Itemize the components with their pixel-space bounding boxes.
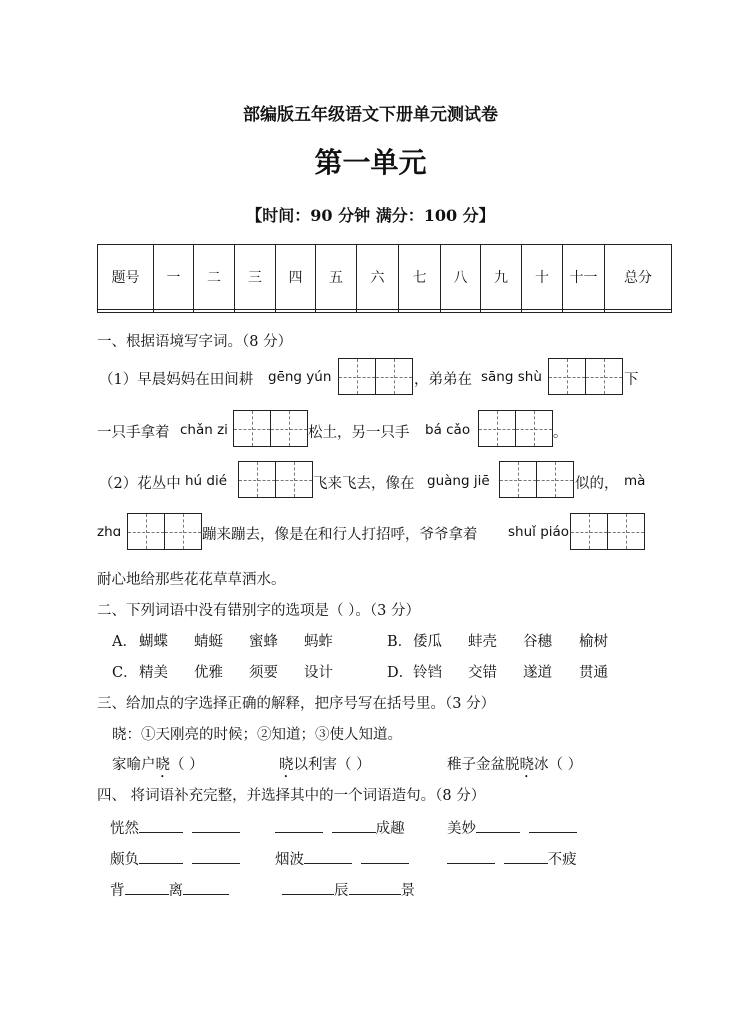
score-header-cell: 八 [441,245,481,310]
score-header-cell: 十 [522,245,563,310]
score-header-cell: 总分 [605,245,672,310]
q3-item-3 [447,753,582,781]
q2-word: 交错 [468,665,497,681]
page-title: 第一单元 [314,146,427,179]
q3-item-1 [112,753,204,781]
pinyin-gengyun: gēng yún [268,369,332,385]
exam-subtitle: 部编版五年级语文下册单元测试卷 [243,105,498,125]
score-header-cell: 六 [357,245,399,310]
score-header-cell: 四 [276,245,316,310]
fill-blank[interactable] [192,818,240,833]
q2-word: 蜜蜂 [249,634,278,650]
score-blank-cell[interactable] [522,309,563,312]
pinyin-ma: mà [624,473,646,489]
q3-item-2-dotted: 晓 [279,757,294,773]
q3-item-1-post: （ ） [170,757,204,773]
q3-item-2-post: 以利害（ ） [293,757,371,773]
q1-line3-text-b: 飞来飞去，像在 [313,476,415,492]
score-header-cell: 五 [316,245,357,310]
fill-blank[interactable] [504,849,548,864]
q2-word: 榆树 [579,634,608,650]
q2-word: 谷穗 [523,634,552,650]
fill-blank[interactable] [332,818,376,833]
q4-row-2b [275,848,409,869]
q1-line3-text-a: （2）花丛中 [99,476,181,492]
q3-item-3-pre: 稚子金盆脱 [447,757,520,773]
fill-blank[interactable] [529,818,577,833]
q2-word: 蚂蚱 [304,634,333,650]
score-blank-cell[interactable] [98,309,154,312]
q2-word: 遂道 [523,665,552,681]
pinyin-shuipiao: shuǐ piáo [508,524,570,540]
char-box-shuipiao[interactable] [570,513,645,550]
q2-word: 精美 [139,665,168,681]
q1-line2-text-c: 。 [553,425,568,441]
score-header-cell: 三 [235,245,276,310]
pinyin-chanzi: chǎn zi [180,422,228,438]
q2-word: 蚌壳 [468,634,497,650]
q2-word: 优雅 [194,665,223,681]
score-blank-cell[interactable] [563,309,605,312]
q4-word: 背 [110,883,125,899]
score-header-cell: 一 [154,245,194,310]
exam-time-score: 【时间：90 分钟 满分：100 分】 [246,206,495,225]
score-blank-cell[interactable] [194,309,235,312]
q1-line2-text-b: 松土，另一只手 [308,425,410,441]
score-header-cell: 九 [481,245,522,310]
q2-word: 蝴蝶 [139,634,168,650]
q4-word: 颇负 [110,852,139,868]
q4-heading: 四、 将词语补充完整，并选择其中的一个词语造句。（8 分） [97,788,486,804]
q4-row-1c [447,817,577,838]
score-header-cell: 二 [194,245,235,310]
char-box-gengyun[interactable] [338,358,413,395]
q4-row-2c [447,848,577,869]
q3-item-1-pre: 家喻户 [112,757,156,773]
q2-word: 倭瓜 [413,634,442,650]
fill-blank[interactable] [275,818,323,833]
fill-blank[interactable] [125,880,169,895]
fill-blank[interactable] [183,880,229,895]
pinyin-bacao: bá cǎo [425,422,471,438]
fill-blank[interactable] [349,880,401,895]
q1-heading: 一、根据语境写字词。（8 分） [97,334,293,350]
fill-blank[interactable] [476,818,520,833]
q4-word: 恍然 [110,821,139,837]
q1-line2-text-a: 一只手拿着 [97,425,170,441]
q4-row-3 [110,879,229,900]
q4-row-1 [110,817,240,838]
score-blank-cell[interactable] [399,309,441,312]
q1-line1-text-b: ，弟弟在 [414,372,472,388]
q4-word: 不疲 [547,852,577,868]
q1-line5-text: 耐心地给那些花花草草洒水。 [97,572,286,588]
q4-row-3b [282,879,415,900]
pinyin-sangshu: sāng shù [481,369,542,385]
q3-item-3-dotted: 晓 [519,757,534,773]
score-blank-cell[interactable] [605,309,672,312]
q3-item-3-post: 冰（ ） [534,757,583,773]
char-box-mazha[interactable] [127,513,202,550]
score-blank-cell[interactable] [276,309,316,312]
q4-word: 成趣 [375,821,405,837]
q1-line4-text: 蹦来蹦去，像是在和行人打招呼，爷爷拿着 [202,527,478,543]
q4-word: 景 [400,883,415,899]
fill-blank[interactable] [361,849,409,864]
pinyin-zha: zhɑ [97,524,122,540]
q4-word: 辰 [334,883,349,899]
fill-blank[interactable] [447,849,495,864]
q2-option-a-label: A． [112,634,137,650]
char-box-guangjie[interactable] [499,461,574,498]
score-blank-cell[interactable] [441,309,481,312]
q2-word: 铃铛 [413,665,442,681]
q3-item-1-dotted: 晓 [155,757,170,773]
score-table-blank-row [98,309,672,312]
q2-word: 蜻蜓 [194,634,223,650]
q2-option-d-label: D． [387,665,414,681]
q2-word: 须要 [249,665,278,681]
pinyin-guangjie: guàng jiē [427,473,490,489]
score-blank-cell[interactable] [316,309,357,312]
q4-word: 离 [168,883,183,899]
q3-heading: 三、给加点的字选择正确的解释，把序号写在括号里。（3 分） [97,696,496,712]
fill-blank[interactable] [304,849,352,864]
score-header-cell: 题号 [98,245,154,310]
char-box-hudie[interactable] [238,461,313,498]
q2-word: 贯通 [579,665,608,681]
fill-blank[interactable] [192,849,240,864]
q2-word: 设计 [304,665,333,681]
score-table-header-row [98,245,672,310]
score-header-cell: 十一 [563,245,605,310]
q1-line3-text-c: 似的， [575,476,619,492]
q1-line1-text-c: 下 [624,372,639,388]
q1-line1-text-a: （1）早晨妈妈在田间耕 [99,372,254,388]
q3-item-2 [279,753,371,781]
char-box-chanzi[interactable] [233,410,308,447]
fill-blank[interactable] [139,818,183,833]
char-box-sangshu[interactable] [548,358,623,395]
score-blank-cell[interactable] [481,309,522,312]
q4-word: 美妙 [447,821,476,837]
q3-definitions: 晓：①天刚亮的时候；②知道；③使人知道。 [112,727,402,743]
fill-blank[interactable] [282,880,334,895]
score-table [97,244,672,313]
score-header-cell: 七 [399,245,441,310]
score-blank-cell[interactable] [235,309,276,312]
score-blank-cell[interactable] [154,309,194,312]
char-box-bacao[interactable] [478,410,553,447]
q2-heading: 二、下列词语中没有错别字的选项是（ ）。（3 分） [97,603,420,619]
score-blank-cell[interactable] [357,309,399,312]
pinyin-hudie: hú dié [185,473,228,489]
q4-row-1b [275,817,405,838]
fill-blank[interactable] [139,849,183,864]
q4-row-2 [110,848,240,869]
q2-option-c-label: C． [112,665,138,681]
q2-option-b-label: B． [387,634,413,650]
q4-word: 烟波 [275,852,304,868]
